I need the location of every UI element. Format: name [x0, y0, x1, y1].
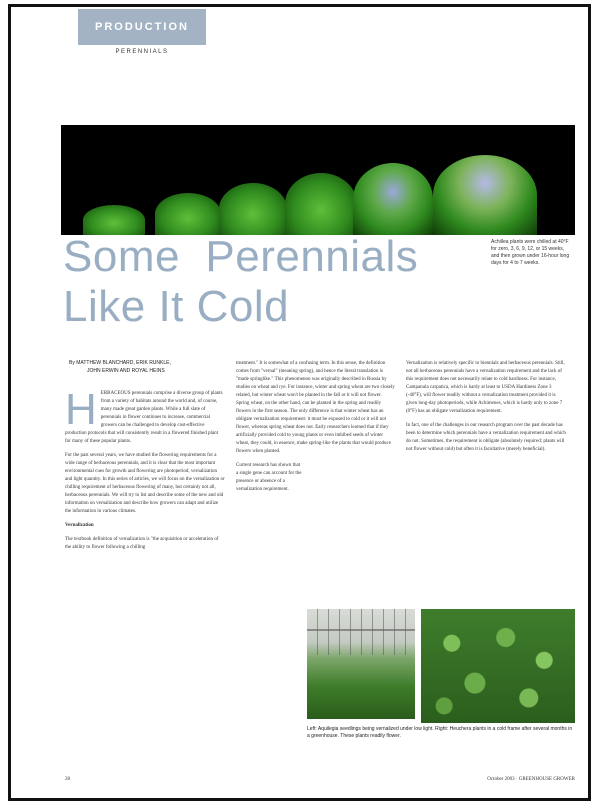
greenhouse-beam — [307, 629, 415, 631]
title-line-2: Like It Cold — [63, 282, 290, 331]
greenhouse-frame — [307, 609, 415, 655]
byline — [69, 359, 219, 375]
drop-cap: H — [65, 385, 97, 434]
magazine-page — [11, 7, 588, 798]
plant-6wk — [219, 183, 287, 235]
paragraph: treatment." It is somewhat of a confusing term. In this sense, the definition comes from "vernal" (meaning spring), and hence the literal translation is "made springlike." This phenomenon was originally described in Russia by studies on wheat and rye. For instance, winter and spring wheat are two closely related, but winter wheat won't be planted in the fall or it will not flower. Spring wheat, on the other hand, can be planted in the spring and readily flowers in the first season. The only difference is that winter wheat has an obligate vernalization requirement: it must be exposed to cold or it will not flower, whereas spring wheat does not. Early researchers learned that if they artificially provided cold to young plants or even imbibed seeds of winter wheat, they could, in essence, make spring-like the plants that would produce flowers when planted. — [236, 361, 395, 454]
byline-line-1: By MATTHEW BLANCHARD, ERIK RUNKLE, — [69, 360, 171, 366]
greenhouse-photo — [307, 609, 415, 719]
byline-line-2: JOHN ERWIN AND ROYAL HEINS — [87, 368, 165, 374]
column-3 — [406, 360, 566, 460]
column-2 — [236, 360, 396, 500]
paragraph: For the past several years, we have studied the flowering requirements for a wide range of herbaceous perennials, and it is clear that the most important environmental cues for growth and flowering are photoperiod, vernalization and light quantity. In this series of articles, we will focus on the vernalization or chilling requirement of herbaceous flowering of many, but certainly not all, herbaceous perennials. We will try to list and describe some of the new and old information on vernalization and describe how growers can adapt and utilize the information in various climates. — [65, 453, 225, 514]
potted-plants-photo — [421, 609, 575, 723]
plant-12wk — [353, 163, 433, 235]
issue-info: October 2003 · GREENHOUSE GROWER — [487, 777, 575, 782]
paragraph: In fact, one of the challenges in our research program over the past decade has been to determine which perennials have a vernalization requirement and which do not. Sometimes, the requirement is obligate (absolutely required; plants will not flower without cold) but often it is facultative (merely beneficial). — [406, 423, 566, 452]
section-tab: PRODUCTION — [78, 9, 206, 45]
article-title — [63, 232, 483, 332]
plant-0wk — [83, 205, 145, 235]
photo-side-caption: Achillea plants were chilled at 40°F for zero, 3, 6, 9, 12, or 15 weeks, and then grown under 16-hour long days for 4 to 7 weeks. — [491, 239, 570, 266]
title-line-1: Some Perennials — [63, 232, 419, 281]
intro-text: ERBACEOUS perennials comprise a diverse group of plants from a variety of habitats around the world and, of course, many made great garden plants. While a full slate of perennials in flower continues to increase, commercial growers can be challenged to develop cost-effective production protocols that will consistently result in a flowered finished plant for many of these popular plants. — [65, 391, 223, 444]
intro-paragraph — [65, 385, 225, 446]
column-1 — [65, 385, 225, 558]
plant-15wk — [433, 155, 537, 235]
page-frame — [8, 4, 591, 801]
plant-3wk — [155, 193, 221, 235]
paragraph: Current research has shown that a single gene can account for the presence or absence of a vernalization requirement. — [236, 463, 302, 492]
page-number: 28 — [65, 777, 70, 782]
header-photo-plants — [61, 125, 575, 235]
subhead-vernalization: Vernalization — [65, 523, 94, 528]
subsection-label: PERENNIALS — [115, 49, 169, 55]
paragraph: Vernalization is relatively specific to biennials and herbaceous perennials. Still, not all herbaceous perennials have a vernalization requirement and the lack of this requirement does not necessarily relate to cold hardiness. For instance, Campanula carpatica, which is hardy at least to USDA Hardiness Zone 3 (-40°F), will flower readily without a vernalization treatment provided it is given long-day photoperiods, while Achimenes, which is hardy only to zone 7 (0°F) has an obligate vernalization requirement. — [406, 361, 565, 414]
plant-9wk — [285, 173, 357, 235]
paragraph: The textbook definition of vernalization is "the acquisition or acceleration of the ability to flower following a chilling — [65, 537, 219, 550]
photo-caption: Left: Aquilegia seedlings being vernalized under low light. Right: Heuchera plants in a cold frame after several months in a greenhouse. These plants readily flower. — [307, 726, 573, 739]
